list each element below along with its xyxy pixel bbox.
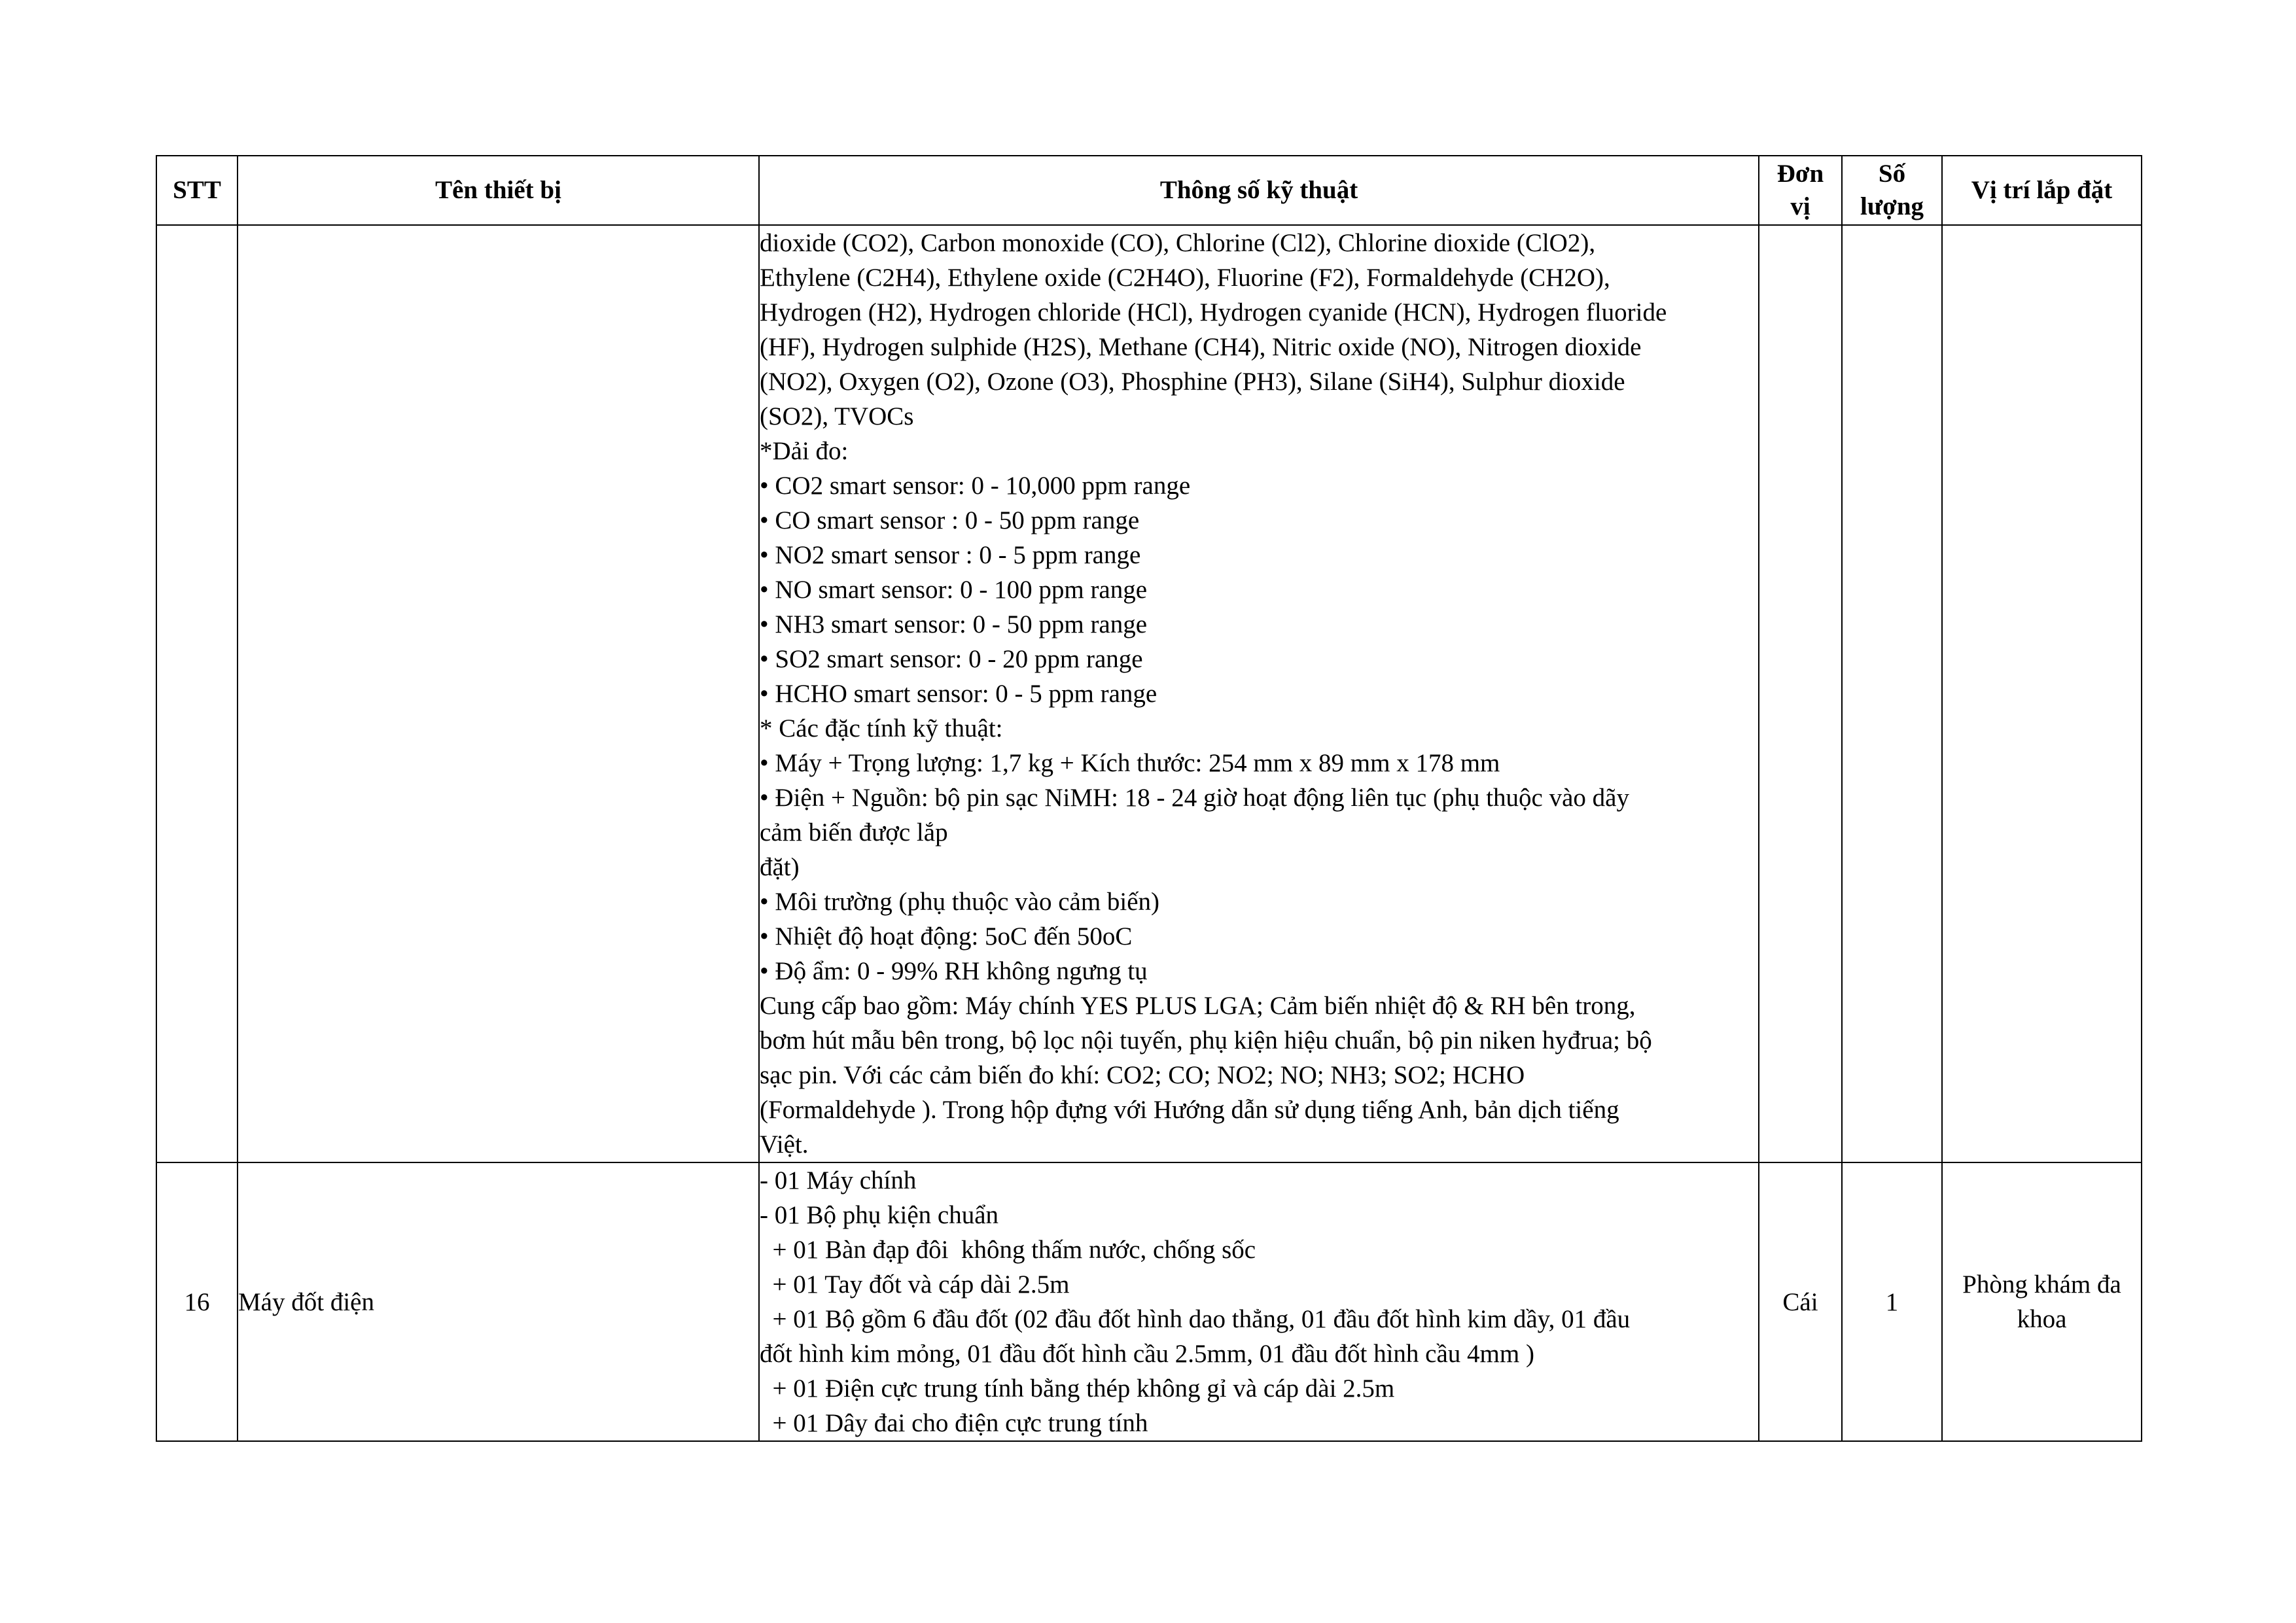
spec-line: + 01 Điện cực trung tính bằng thép không gỉ và cáp dài 2.5m bbox=[760, 1374, 1395, 1403]
location-line2: khoa bbox=[2017, 1305, 2067, 1333]
cell-specifications bbox=[759, 225, 1759, 1162]
spec-line: • Máy + Trọng lượng: 1,7 kg + Kích thước: 254 mm x 89 mm x 178 mm bbox=[760, 749, 1500, 777]
spec-line: Hydrogen (H2), Hydrogen chloride (HCl), Hydrogen cyanide (HCN), Hydrogen fluoride bbox=[760, 298, 1667, 326]
table-row-continued bbox=[156, 225, 2142, 1162]
header-unit-line1: Đơn bbox=[1776, 160, 1824, 188]
spec-line: + 01 Dây đai cho điện cực trung tính bbox=[760, 1409, 1148, 1437]
spec-line: (NO2), Oxygen (O2), Ozone (O3), Phosphine (PH3), Silane (SiH4), Sulphur dioxide bbox=[760, 368, 1625, 396]
header-unit-line2: vị bbox=[1790, 192, 1810, 220]
spec-line: *Dải đo: bbox=[760, 437, 849, 465]
spec-line: (SO2), TVOCs bbox=[760, 402, 914, 430]
cell-location bbox=[1942, 225, 2142, 1162]
spec-line: • NO smart sensor: 0 - 100 ppm range bbox=[760, 576, 1148, 604]
spec-line: (Formaldehyde ). Trong hộp đựng với Hướng dẫn sử dụng tiếng Anh, bản dịch tiếng bbox=[760, 1096, 1619, 1124]
spec-line: dioxide (CO2), Carbon monoxide (CO), Chlorine (Cl2), Chlorine dioxide (ClO2), bbox=[760, 229, 1596, 257]
spec-line: • HCHO smart sensor: 0 - 5 ppm range bbox=[760, 680, 1157, 708]
spec-line: - 01 Bộ phụ kiện chuẩn bbox=[760, 1201, 999, 1229]
cell-stt bbox=[156, 225, 238, 1162]
location-line1: Phòng khám đa bbox=[1962, 1270, 2121, 1299]
spec-line: • NO2 smart sensor : 0 - 5 ppm range bbox=[760, 541, 1141, 569]
spec-line: đốt hình kim mỏng, 01 đầu đốt hình cầu 2.5mm, 01 đầu đốt hình cầu 4mm ) bbox=[760, 1340, 1534, 1368]
spec-line: Việt. bbox=[760, 1130, 809, 1159]
spec-line: đặt) bbox=[760, 853, 800, 881]
cell-location bbox=[1942, 1162, 2142, 1441]
spec-line: • SO2 smart sensor: 0 - 20 ppm range bbox=[760, 645, 1143, 673]
spec-line: • CO2 smart sensor: 0 - 10,000 ppm range bbox=[760, 472, 1191, 500]
spec-line: Cung cấp bao gồm: Máy chính YES PLUS LGA; Cảm biến nhiệt độ & RH bên trong, bbox=[760, 992, 1636, 1020]
spec-line: • Độ ẩm: 0 - 99% RH không ngưng tụ bbox=[760, 957, 1148, 985]
spec-line: • CO smart sensor : 0 - 50 ppm range bbox=[760, 506, 1140, 534]
table-header-row bbox=[156, 156, 2142, 225]
spec-line: Ethylene (C2H4), Ethylene oxide (C2H4O), Fluorine (F2), Formaldehyde (CH2O), bbox=[760, 264, 1610, 292]
header-stt: STT bbox=[156, 156, 238, 225]
header-unit bbox=[1759, 156, 1842, 225]
spec-line: - 01 Máy chính bbox=[760, 1166, 917, 1195]
spec-line: • Môi trường (phụ thuộc vào cảm biến) bbox=[760, 888, 1160, 916]
spec-line: • Điện + Nguồn: bộ pin sạc NiMH: 18 - 24 giờ hoạt động liên tục (phụ thuộc vào dãy bbox=[760, 784, 1629, 812]
header-device-name: Tên thiết bị bbox=[238, 156, 759, 225]
spec-line: + 01 Tay đốt và cáp dài 2.5m bbox=[760, 1270, 1070, 1299]
spec-line: + 01 Bộ gồm 6 đầu đốt (02 đầu đốt hình dao thẳng, 01 đầu đốt hình kim dầy, 01 đầu bbox=[760, 1305, 1631, 1333]
spec-line: cảm biến được lắp bbox=[760, 818, 948, 846]
header-specifications: Thông số kỹ thuật bbox=[759, 156, 1759, 225]
header-quantity-line2: lượng bbox=[1860, 192, 1924, 220]
header-location: Vị trí lắp đặt bbox=[1942, 156, 2142, 225]
equipment-spec-table bbox=[156, 155, 2142, 1442]
cell-quantity: 1 bbox=[1842, 1162, 1942, 1441]
cell-stt: 16 bbox=[156, 1162, 238, 1441]
cell-device-name bbox=[238, 225, 759, 1162]
table-row-16 bbox=[156, 1162, 2142, 1441]
spec-line: + 01 Bàn đạp đôi không thấm nước, chống sốc bbox=[760, 1236, 1256, 1264]
spec-line: bơm hút mẫu bên trong, bộ lọc nội tuyến, phụ kiện hiệu chuẩn, bộ pin niken hyđrua; bộ bbox=[760, 1026, 1652, 1055]
spec-line: sạc pin. Với các cảm biến đo khí: CO2; CO; NO2; NO; NH3; SO2; HCHO bbox=[760, 1061, 1525, 1089]
spec-line: • NH3 smart sensor: 0 - 50 ppm range bbox=[760, 610, 1148, 638]
header-quantity bbox=[1842, 156, 1942, 225]
cell-device-name: Máy đốt điện bbox=[238, 1162, 759, 1441]
cell-specifications bbox=[759, 1162, 1759, 1441]
spec-line: (HF), Hydrogen sulphide (H2S), Methane (CH4), Nitric oxide (NO), Nitrogen dioxide bbox=[760, 333, 1642, 361]
cell-quantity bbox=[1842, 225, 1942, 1162]
spec-line: • Nhiệt độ hoạt động: 5oC đến 50oC bbox=[760, 922, 1133, 951]
cell-unit bbox=[1759, 225, 1842, 1162]
cell-unit: Cái bbox=[1759, 1162, 1842, 1441]
spec-line: * Các đặc tính kỹ thuật: bbox=[760, 714, 1003, 742]
header-quantity-line1: Số bbox=[1878, 160, 1906, 188]
